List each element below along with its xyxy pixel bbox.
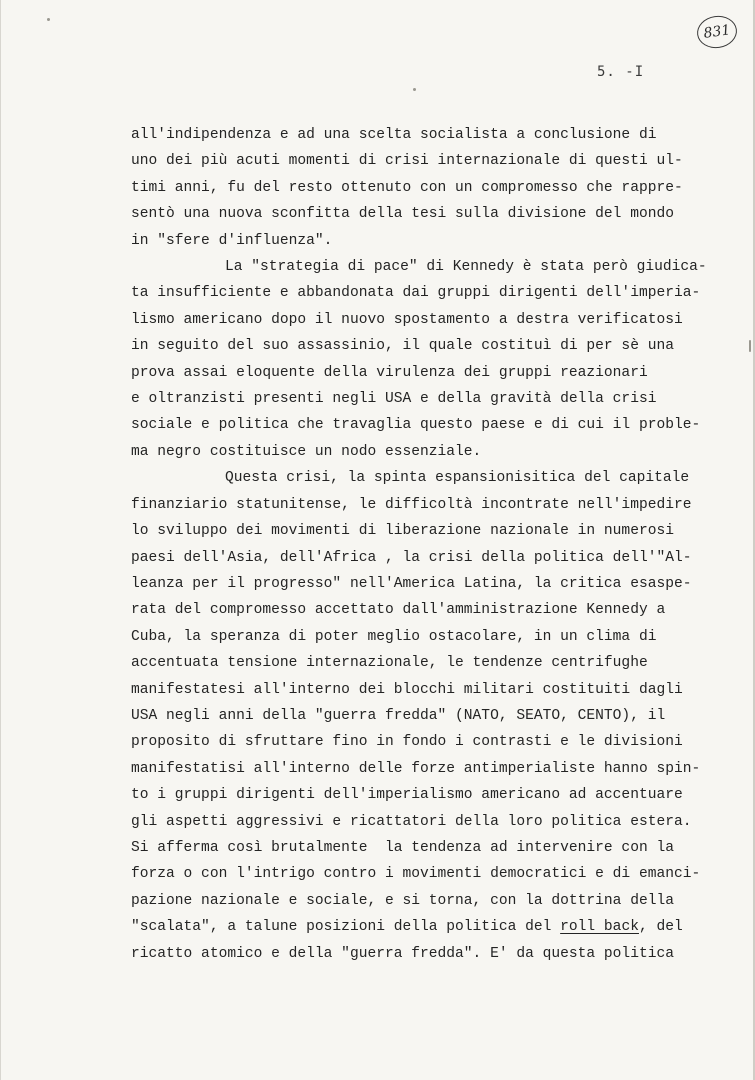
underlined-term: roll back <box>560 919 639 936</box>
text-line: uno dei più acuti momenti di crisi internazionale di questi ul- <box>131 153 683 170</box>
text-line: USA negli anni della "guerra fredda" (NATO, SEATO, CENTO), il <box>131 707 666 724</box>
text-line: Si afferma così brutalmente la tendenza ad intervenire con la <box>131 839 674 856</box>
scan-speck <box>413 88 416 91</box>
text-line: sociale e politica che travaglia questo paese e di cui il proble- <box>131 417 701 434</box>
text-line: ricatto atomico e della "guerra fredda". E' da questa politica <box>131 945 674 962</box>
text-line: proposito di sfruttare fino in fondo i contrasti e le divisioni <box>131 734 683 751</box>
text-line <box>131 914 711 940</box>
text-line: manifestatesi all'interno dei blocchi militari costituiti dagli <box>131 681 683 698</box>
text-line: finanziario statunitense, le difficoltà incontrate nell'impedire <box>131 496 692 513</box>
scan-speck <box>749 340 751 352</box>
text-line: lo sviluppo dei movimenti di liberazione nazionale in numerosi <box>131 523 674 540</box>
typed-body-text <box>131 122 711 967</box>
archive-stamp: 831 <box>695 13 739 50</box>
text-line: accentuata tensione internazionale, le tendenze centrifughe <box>131 655 648 672</box>
text-line: manifestatisi all'interno delle forze antimperialiste hanno spin- <box>131 760 701 777</box>
text-line: La "strategia di pace" di Kennedy è stata però giudica- <box>225 259 707 276</box>
text-line: gli aspetti aggressivi e ricattatori della loro politica estera. <box>131 813 692 830</box>
text-line: rata del compromesso accettato dall'amministrazione Kennedy a <box>131 602 666 619</box>
text-line: in seguito del suo assassinio, il quale costituì di per sè una <box>131 338 674 355</box>
text-line: Cuba, la speranza di poter meglio ostacolare, in un clima di <box>131 628 657 645</box>
text-line: prova assai eloquente della virulenza dei gruppi reazionari <box>131 364 648 381</box>
text-line: forza o con l'intrigo contro i movimenti democratici e di emanci- <box>131 866 701 883</box>
text-line: timi anni, fu del resto ottenuto con un compromesso che rappre- <box>131 179 683 196</box>
text-line: sentò una nuova sconfitta della tesi sulla divisione del mondo <box>131 206 674 223</box>
text-line: ta insufficiente e abbandonata dai gruppi dirigenti dell'imperia- <box>131 285 701 302</box>
text-line: pazione nazionale e sociale, e si torna, con la dottrina della <box>131 892 674 909</box>
text-line: lismo americano dopo il nuovo spostamento a destra verificatosi <box>131 311 683 328</box>
text-segment: , del <box>638 919 683 936</box>
text-line: ma negro costituisce un nodo essenziale. <box>131 443 482 460</box>
text-line: all'indipendenza e ad una scelta socialista a conclusione di <box>131 127 657 143</box>
scan-speck <box>47 18 50 21</box>
text-line: in "sfere d'influenza". <box>131 232 333 249</box>
text-line: leanza per il progresso" nell'America Latina, la critica esaspe- <box>131 575 692 592</box>
text-segment: "scalata", a talune posizioni della politica del <box>131 919 561 936</box>
page-number: 5. -I <box>597 64 645 80</box>
text-line: to i gruppi dirigenti dell'imperialismo americano ad accentuare <box>131 787 683 804</box>
text-line: e oltranzisti presenti negli USA e della gravità della crisi <box>131 391 657 408</box>
text-line: paesi dell'Asia, dell'Africa , la crisi della politica dell'"Al- <box>131 549 692 566</box>
text-line: Questa crisi, la spinta espansionisitica del capitale <box>225 470 690 487</box>
